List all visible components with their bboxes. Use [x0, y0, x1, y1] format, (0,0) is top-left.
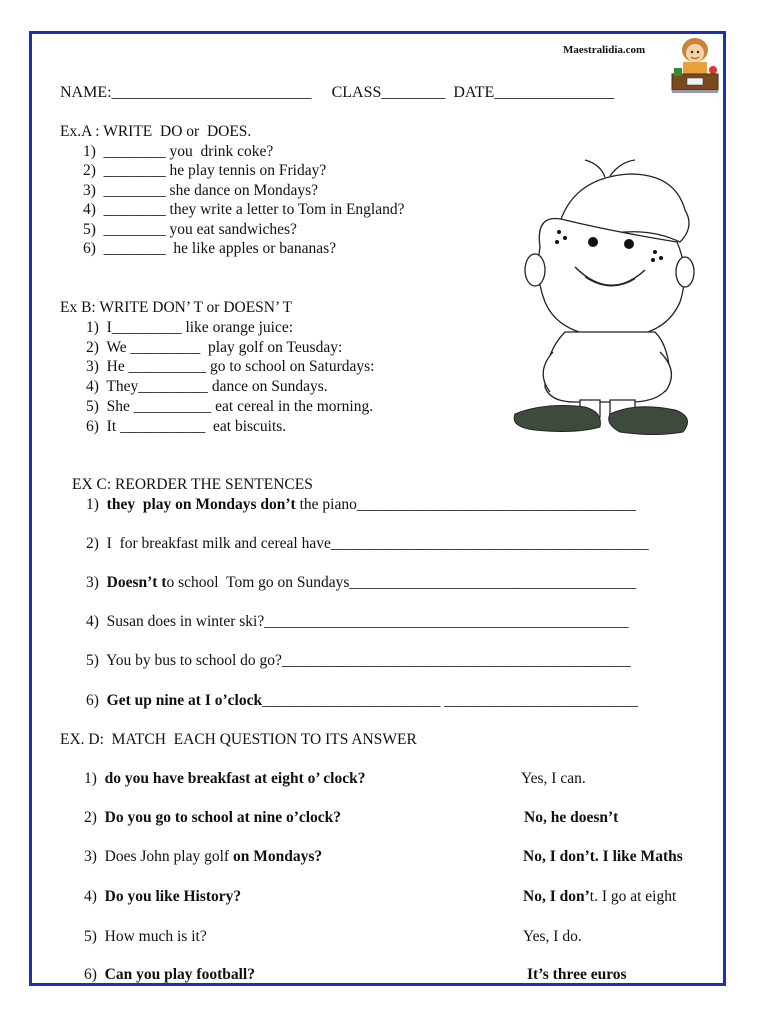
ex-d-question: 5) How much is it?	[84, 928, 207, 945]
ex-d-answer: No, I don’t. I like Maths	[523, 848, 683, 865]
ex-a-item: 6) ________ he like apples or bananas?	[83, 240, 337, 257]
cartoon-boy-illustration	[505, 152, 705, 452]
ex-d-question: 2) Do you go to school at nine o’clock?	[84, 809, 342, 826]
ex-b-item: 3) He __________ go to school on Saturdays:	[86, 358, 375, 375]
name-field[interactable]: NAME:_________________________	[60, 84, 312, 101]
ex-d-question: 1) do you have breakfast at eight o’ clock?	[84, 770, 366, 787]
ex-a-item: 4) ________ they write a letter to Tom in England?	[83, 201, 405, 218]
student-header	[60, 84, 614, 102]
ex-c-item: 5) You by bus to school do go?_____________________________________________	[86, 652, 631, 669]
ex-d-answer: Yes, I can.	[521, 770, 586, 787]
ex-c-item: 2) I for breakfast milk and cereal have_________________________________________	[86, 535, 649, 552]
ex-c-item: 4) Susan does in winter ski?_______________________________________________	[86, 613, 629, 630]
ex-b-item: 1) I_________ like orange juice:	[86, 319, 294, 336]
ex-d-answer: It’s three euros	[527, 966, 627, 983]
ex-c-item: 1) they play on Mondays don’t the piano____________________________________	[86, 496, 636, 513]
ex-d-answer: No, I don’t. I go at eight	[523, 888, 677, 905]
site-name: Maestralidia.com	[563, 44, 646, 56]
ex-c-item: 3) Doesn’t to school Tom go on Sundays_____________________________________	[86, 574, 637, 591]
ex-c-item: 6) Get up nine at I o’clock_______________________ _________________________	[86, 692, 638, 709]
ex-d-question: 6) Can you play football?	[84, 966, 255, 983]
ex-b-title: Ex B: WRITE DON’ T or DOESN’ T	[60, 299, 293, 316]
ex-a-title: Ex.A : WRITE DO or DOES.	[60, 123, 252, 140]
ex-b-item: 5) She __________ eat cereal in the morning.	[86, 398, 374, 415]
ex-b-item: 4) They_________ dance on Sundays.	[86, 378, 328, 395]
ex-d-question: 4) Do you like History?	[84, 888, 242, 905]
ex-a-item: 5) ________ you eat sandwiches?	[83, 221, 297, 238]
ex-d-answer: Yes, I do.	[523, 928, 582, 945]
ex-d-answer: No, he doesn’t	[524, 809, 619, 826]
ex-c-title: EX C: REORDER THE SENTENCES	[72, 476, 313, 493]
ex-b-item: 6) It ___________ eat biscuits.	[86, 418, 287, 435]
ex-a-item: 2) ________ he play tennis on Friday?	[83, 162, 327, 179]
ex-a-item: 1) ________ you drink coke?	[83, 143, 274, 160]
ex-a-item: 3) ________ she dance on Mondays?	[83, 182, 319, 199]
class-field[interactable]: CLASS________	[331, 84, 446, 101]
ex-d-title: EX. D: MATCH EACH QUESTION TO ITS ANSWER	[60, 731, 417, 748]
date-field[interactable]: DATE_______________	[453, 84, 615, 101]
teacher-logo-icon	[668, 36, 722, 94]
ex-b-item: 2) We _________ play golf on Teusday:	[86, 339, 343, 356]
ex-d-question: 3) Does John play golf on Mondays?	[84, 848, 323, 865]
